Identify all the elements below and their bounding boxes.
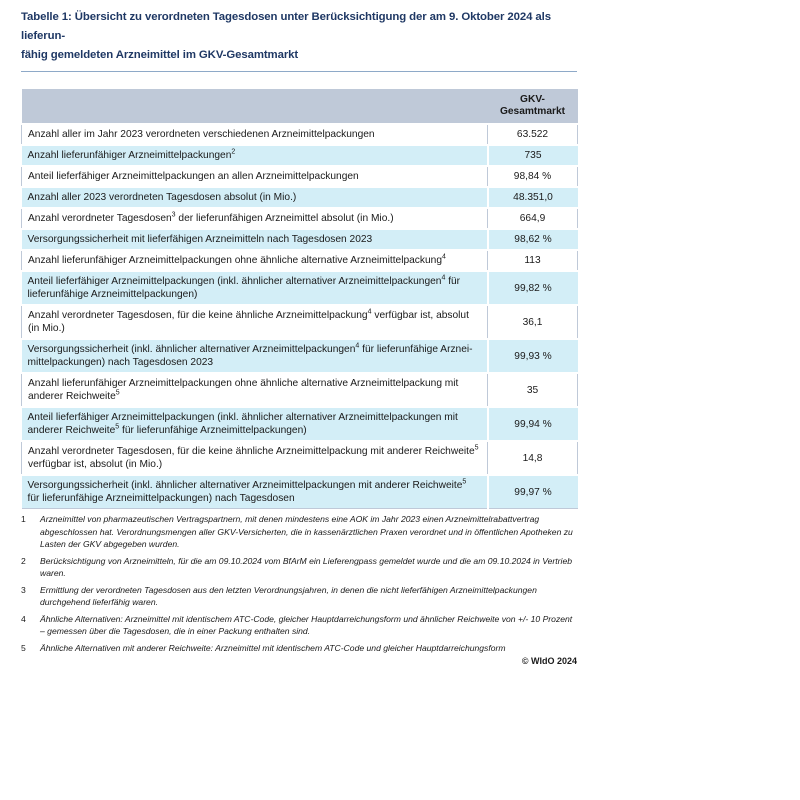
table-row: [22, 475, 578, 509]
footnote-ref: 5: [115, 389, 120, 397]
table-row: [22, 407, 578, 441]
table-row: [22, 373, 578, 407]
row-label-text-line-2: anderer Reichweite: [28, 391, 116, 402]
row-label: [22, 124, 488, 145]
row-value: 63.522: [488, 124, 578, 145]
table-row: [22, 441, 578, 475]
row-label-text: Anzahl aller 2023 verordneten Tagesdosen absolut (in Mio.): [27, 192, 297, 203]
footnote-number: 4: [21, 613, 26, 624]
row-label-text-cont: für: [445, 276, 461, 287]
row-label: [22, 229, 488, 250]
row-label-text-line-2: lieferunfähige Arzneimittelpackungen): [27, 289, 198, 300]
row-value: 35: [488, 373, 578, 407]
row-label-text: Versorgungssicherheit mit lieferfähigen Arzneimitteln nach Tagesdosen 2023: [27, 234, 373, 245]
footnote-number: 3: [21, 584, 26, 595]
table-row: [22, 145, 578, 166]
header-gkv-line-2: Gesamtmarkt: [499, 106, 566, 117]
footnote-text: Ähnliche Alternativen mit anderer Reichweite: Arzneimittel mit identischem ATC-Code und gleicher Hauptdarreichungsform: [40, 642, 506, 653]
table-header-row: [22, 89, 578, 124]
row-label-text-line-2: verfügbar ist, absolut (in Mio.): [28, 459, 163, 470]
footnote-ref: 3: [171, 211, 176, 219]
row-label: [22, 305, 488, 339]
footnote: [21, 513, 577, 551]
row-value: 14,8: [488, 441, 578, 475]
row-label-text-cont: für lieferunfähige Arznei-: [359, 344, 473, 355]
footnote: [21, 584, 577, 609]
row-label-text-cont: der lieferunfähigen Arzneimittel absolut (in Mio.): [175, 213, 394, 224]
header-gkv-gesamtmarkt: [488, 89, 578, 124]
footnote-ref: 2: [231, 148, 236, 156]
header-gkv-line-1: GKV-: [520, 94, 545, 105]
footnote-text: Berücksichtigung von Arzneimitteln, für die am 09.10.2024 vom BfArM ein Lieferengpass gemeldet wurde und die am 09.10.2024 in Vertrieb waren.: [40, 555, 572, 578]
footnote: [21, 555, 577, 580]
footnote: [21, 613, 577, 638]
row-label-text-line-2-cont: für lieferunfähige Arzneimittelpackungen): [119, 425, 307, 436]
row-value: 98,84 %: [488, 166, 578, 187]
footnote: [21, 642, 577, 655]
table-title-line-2: fähig gemeldeten Arzneimittel im GKV-Gesamtmarkt: [21, 49, 299, 61]
row-value: 99,94 %: [488, 407, 578, 441]
row-label-text-line-2: (in Mio.): [28, 323, 65, 334]
table-title: [21, 8, 577, 72]
footnote-text: Arzneimittel von pharmazeutischen Vertragspartnern, mit denen mindestens eine AOK im Jahr 2023 einen Arzneimittelrabattvertrag abgeschlossen hat. Verordnungsmengen aller GKV-Versicherten, die in kassenärztlichen Praxen verordnet und in öffentlichen Apotheken zu Lasten der GKV abgegeben wurden.: [40, 514, 573, 549]
row-label: [22, 339, 488, 373]
row-value: 664,9: [488, 208, 578, 229]
header-empty-cell: [22, 89, 488, 124]
table-row: [22, 166, 578, 187]
row-label: [22, 208, 488, 229]
row-label-text: Anzahl verordneter Tagesdosen, für die keine ähnliche Arzneimittelpackung: [28, 310, 368, 321]
row-label-text: Anteil lieferfähiger Arzneimittelpackungen an allen Arzneimittelpackungen: [28, 171, 359, 182]
table-row: [22, 208, 578, 229]
row-value: 48.351,0: [488, 187, 578, 208]
row-value: 98,62 %: [488, 229, 578, 250]
table-row: [22, 187, 578, 208]
row-label-text-line-2: für lieferunfähige Arzneimittelpackungen) nach Tagesdosen: [27, 493, 295, 504]
footnote-ref: 4: [441, 274, 446, 282]
row-label-text: Anzahl aller im Jahr 2023 verordneten verschiedenen Arzneimittelpackungen: [28, 129, 375, 140]
row-value: 99,97 %: [488, 475, 578, 509]
footnote-number: 5: [21, 642, 26, 653]
footnotes: [21, 513, 577, 654]
table-body: [22, 124, 578, 509]
footnote-ref: 4: [355, 342, 360, 350]
footnote-ref: 5: [474, 444, 479, 452]
table-row: [22, 305, 578, 339]
document-page: [21, 8, 577, 666]
footnote-number: 2: [21, 555, 26, 566]
row-label-text-cont: verfügbar ist, absolut: [371, 310, 469, 321]
footnote-ref: 4: [367, 308, 372, 316]
row-label: [22, 145, 488, 166]
row-label-text: Anteil lieferfähiger Arzneimittelpackungen (inkl. ähnlicher alternativer Arzneimittelpackungen mit: [27, 412, 458, 423]
row-label-text: Versorgungssicherheit (inkl. ähnlicher alternativer Arzneimittelpackungen mit anderer Reichweite: [27, 480, 463, 491]
row-label: [22, 475, 488, 509]
footnote-ref: 5: [462, 478, 467, 486]
table-title-line-1: Tabelle 1: Übersicht zu verordneten Tagesdosen unter Berücksichtigung der am 9. Oktober 2024 als lieferun-: [21, 11, 551, 42]
row-value: 735: [488, 145, 578, 166]
row-label-text: Anzahl verordneter Tagesdosen: [28, 213, 172, 224]
footnote-text: Ermittlung der verordneten Tagesdosen aus den letzten Verordnungsjahren, in denen die nicht lieferfähigen Arzneimittelpackungen durchgehend lieferfähig waren.: [40, 584, 537, 607]
footnote-text: Ähnliche Alternativen: Arzneimittel mit identischem ATC-Code, gleicher Hauptdarreichungsform und ähnlicher Reichweite von +/- 10 Prozent – gemessen über die Tagesdosen, die in einer Packung enthalten sind.: [40, 613, 573, 636]
table-row: [22, 124, 578, 145]
row-label-text: Anteil lieferfähiger Arzneimittelpackungen (inkl. ähnlicher alternativer Arzneimittelpackungen: [27, 276, 442, 287]
table-row: [22, 250, 578, 271]
table-row: [22, 229, 578, 250]
copyright: © WIdO 2024: [521, 656, 577, 666]
row-label: [22, 166, 488, 187]
footnote-ref: 4: [441, 253, 446, 261]
row-label: [22, 187, 488, 208]
row-label-text: Anzahl lieferunfähiger Arzneimittelpackungen ohne ähnliche alternative Arzneimittelpackung mit: [28, 378, 459, 389]
table-row: [22, 271, 578, 305]
row-label: [22, 407, 488, 441]
row-label-text-line-2: anderer Reichweite: [27, 425, 116, 436]
row-value: 99,82 %: [488, 271, 578, 305]
row-label: [22, 271, 488, 305]
row-label-text: Versorgungssicherheit (inkl. ähnlicher alternativer Arzneimittelpackungen: [27, 344, 356, 355]
row-label: [22, 250, 488, 271]
row-label: [22, 441, 488, 475]
row-label-text: Anzahl lieferunfähiger Arzneimittelpackungen: [27, 150, 232, 161]
row-label-text-line-2: mittelpackungen) nach Tagesdosen 2023: [27, 357, 214, 368]
row-value: 99,93 %: [488, 339, 578, 373]
row-value: 36,1: [488, 305, 578, 339]
row-label: [22, 373, 488, 407]
table-row: [22, 339, 578, 373]
footnote-number: 1: [21, 514, 26, 524]
footnote-ref: 5: [115, 423, 120, 431]
row-value: 113: [488, 250, 578, 271]
row-label-text: Anzahl verordneter Tagesdosen, für die keine ähnliche Arzneimittelpackung mit anderer Reichweite: [28, 446, 475, 457]
overview-table: [21, 89, 578, 509]
row-label-text: Anzahl lieferunfähiger Arzneimittelpackungen ohne ähnliche alternative Arzneimittelpackung: [28, 255, 442, 266]
